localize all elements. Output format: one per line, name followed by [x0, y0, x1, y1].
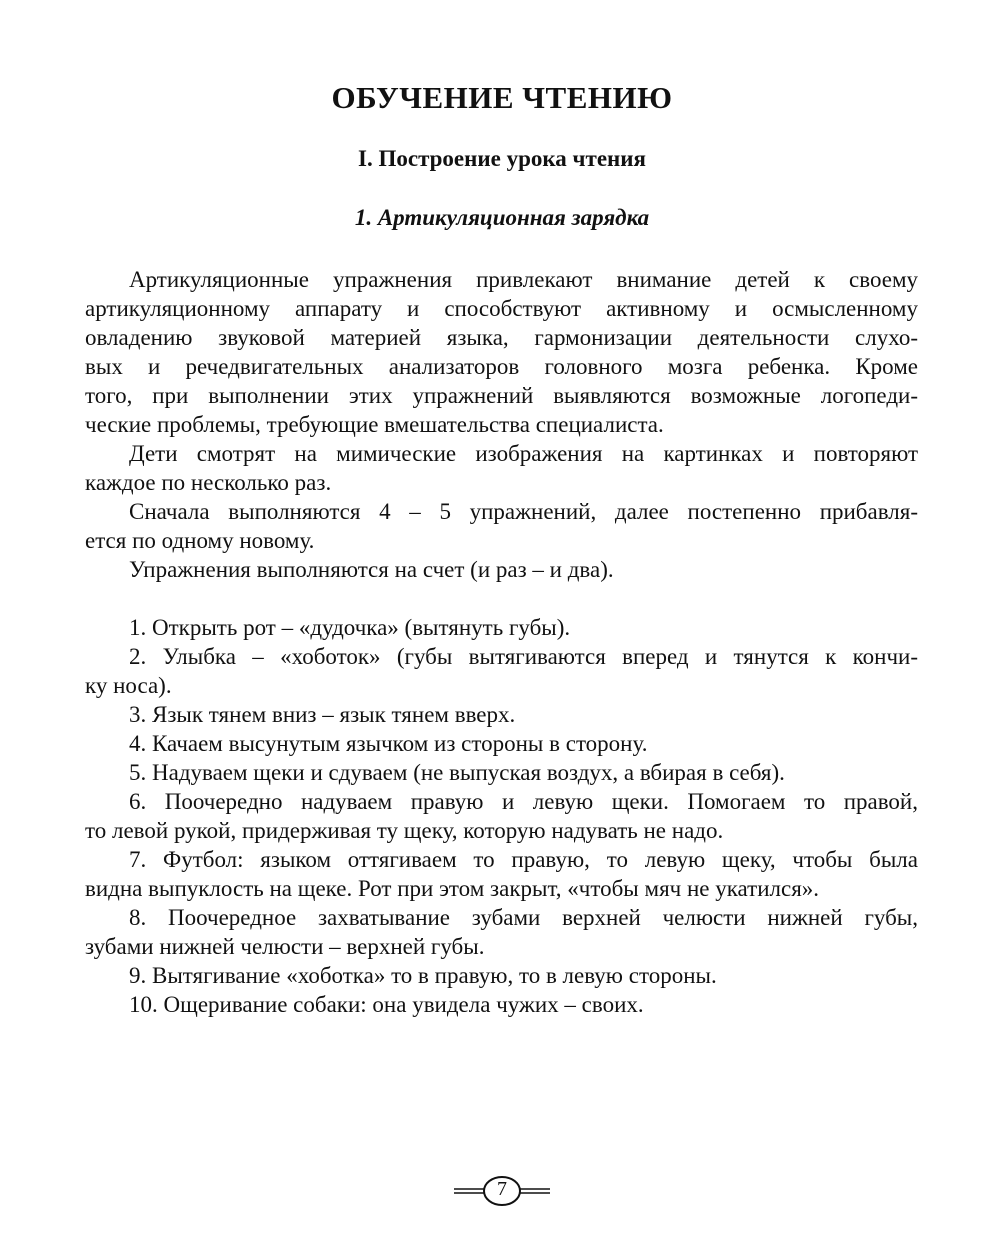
exercise-item — [85, 729, 918, 758]
text-line: 2. Улыбка – «хоботок» (губы вытягиваются вперед и тянутся к кончи- — [129, 644, 918, 669]
exercise-item — [85, 845, 918, 903]
text-line: овладению звуковой материей языка, гармонизации деятельности слухо- — [85, 325, 918, 350]
text-line: вых и речедвигательных анализаторов головного мозга ребенка. Кроме — [85, 354, 918, 379]
exercise-item — [85, 613, 918, 642]
subsection-heading: 1. Артикуляционная зарядка — [354, 205, 650, 230]
text-line: ческие проблемы, требующие вмешательства специалиста. — [85, 412, 664, 437]
text-line: артикуляционному аппарату и способствуют активному и осмысленному — [85, 296, 918, 321]
exercise-item — [85, 642, 918, 700]
exercise-item — [85, 961, 918, 990]
paragraph — [85, 497, 918, 555]
text-line: 10. Ощеривание собаки: она увидела чужих – своих. — [129, 992, 644, 1017]
text-line: видна выпуклость на щеке. Рот при этом закрыт, «чтобы мяч не укатился». — [85, 876, 820, 901]
page-number: 7 — [497, 1178, 507, 1200]
text-line: 6. Поочередно надуваем правую и левую щеки. Помогаем то правой, — [129, 789, 918, 814]
exercise-item — [85, 903, 918, 961]
paragraph — [85, 439, 918, 497]
text-line: каждое по несколько раз. — [85, 470, 332, 495]
text-line: зубами нижней челюсти – верхней губы. — [85, 934, 485, 959]
text-line: Упражнения выполняются на счет (и раз – и два). — [129, 557, 614, 582]
body-text — [85, 265, 918, 1019]
page-number-ornament — [450, 1172, 554, 1212]
text-line: Артикуляционные упражнения привлекают внимание детей к своему — [129, 267, 918, 292]
text-line: 9. Вытягивание «хоботка» то в правую, то в левую стороны. — [129, 963, 717, 988]
text-line: 3. Язык тянем вниз – язык тянем вверх. — [129, 702, 516, 727]
text-line: 8. Поочередное захватывание зубами верхней челюсти нижней губы, — [129, 905, 918, 930]
text-line: 7. Футбол: языком оттягиваем то правую, то левую щеку, чтобы была — [129, 847, 918, 872]
exercise-item — [85, 990, 918, 1019]
spacer — [85, 584, 918, 613]
text-line: ку носа). — [85, 673, 172, 698]
paragraph — [85, 265, 918, 439]
text-line: 5. Надуваем щеки и сдуваем (не выпуская воздух, а вбирая в себя). — [129, 760, 785, 785]
text-line: Сначала выполняются 4 – 5 упражнений, далее постепенно прибавля- — [129, 499, 918, 524]
text-line: ется по одному новому. — [85, 528, 315, 553]
exercise-item — [85, 700, 918, 729]
text-line: того, при выполнении этих упражнений выявляются возможные логопеди- — [85, 383, 918, 408]
text-line: то левой рукой, придерживая ту щеку, которую надувать не надо. — [85, 818, 724, 843]
section-heading: I. Построение урока чтения — [358, 146, 646, 171]
text-line: 4. Качаем высунутым язычком из стороны в сторону. — [129, 731, 648, 756]
text-line: 1. Открыть рот – «дудочка» (вытянуть губы). — [129, 615, 571, 640]
paragraph — [85, 555, 918, 584]
text-line: Дети смотрят на мимические изображения на картинках и повторяют — [129, 441, 918, 466]
exercise-item — [85, 758, 918, 787]
exercise-item — [85, 787, 918, 845]
page-title: ОБУЧЕНИЕ ЧТЕНИЮ — [331, 80, 673, 115]
